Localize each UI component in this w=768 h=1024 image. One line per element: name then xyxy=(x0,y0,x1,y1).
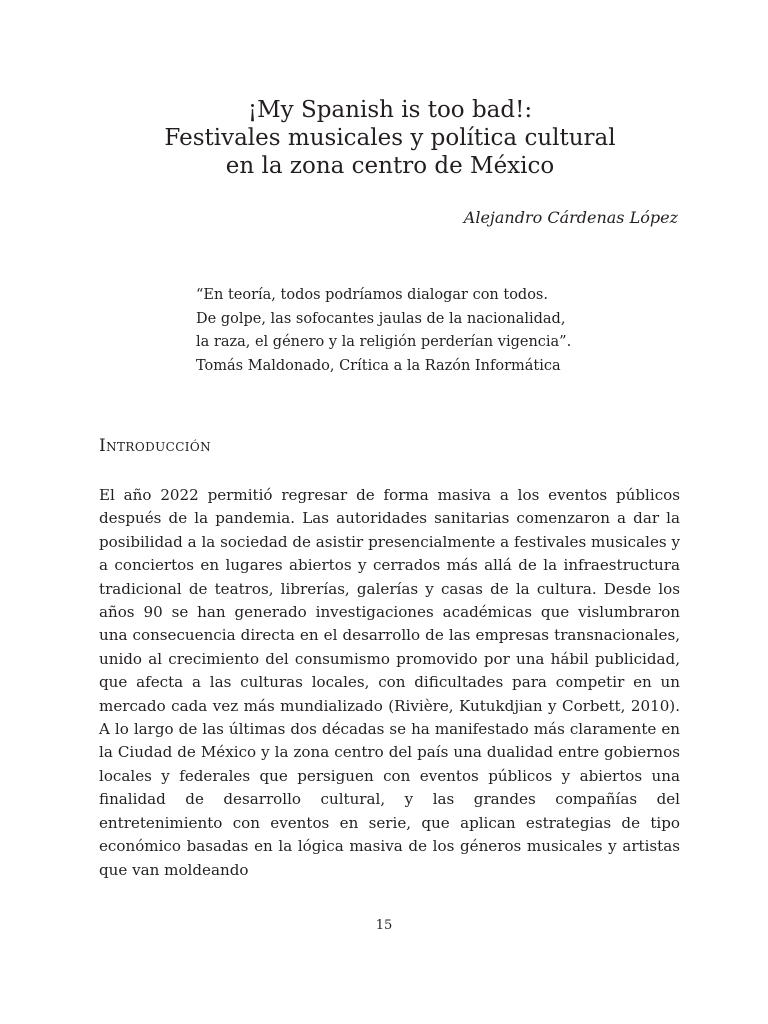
chapter-title-line-3: en la zona centro de México xyxy=(225,153,555,179)
body-paragraph: El año 2022 permitió regresar de forma masiva a los eventos públicos después de la pandemia. Las autoridades sanitarias comenzaron a dar la posibilidad a la sociedad de asistir presencialmente a festivales musicales y a conciertos en lugares abiertos y cerrados más allá de la infraestructura tradicional de teatros, librerías, galerías y casas de la cultura. Desde los años 90 se han generado investigaciones académicas que vislumbraron una consecuencia directa en el desarrollo de las empresas transnacionales, unido al crecimiento del consumismo promovido por una hábil publicidad, que afecta a las culturas locales, con dificultades para competir en un mercado cada vez más mundializado (Rivière, Kutukdjian y Corbett, 2010). A lo largo de las últimas dos décadas se ha manifestado más claramente en la Ciudad de México y la zona centro del país una dualidad entre gobiernos locales y federales que persiguen con eventos públicos y abiertos una finalidad de desarrollo cultural, y las grandes compañías del entretenimiento con eventos en serie, que aplican estrategias de tipo económico basadas en la lógica masiva de los géneros musicales y artistas que van moldeando xyxy=(99,486,680,879)
epigraph-quote xyxy=(196,284,571,378)
epigraph-line-2: De golpe, las sofocantes jaulas de la nacionalidad, xyxy=(196,310,566,327)
chapter-title-line-1: ¡My Spanish is too bad!: xyxy=(247,97,533,123)
chapter-title-line-2: Festivales musicales y política cultural xyxy=(164,125,616,151)
section-heading: Introducción xyxy=(99,436,212,456)
page-number: 15 xyxy=(375,918,393,933)
epigraph-line-3: la raza, el género y la religión perderían vigencia”. xyxy=(196,334,572,350)
epigraph-attribution: Tomás Maldonado, Crítica a la Razón Informática xyxy=(196,357,561,374)
epigraph-line-1: “En teoría, todos podríamos dialogar con todos. xyxy=(196,287,548,303)
author-name: Alejandro Cárdenas López xyxy=(463,208,678,227)
chapter-title xyxy=(90,96,690,180)
